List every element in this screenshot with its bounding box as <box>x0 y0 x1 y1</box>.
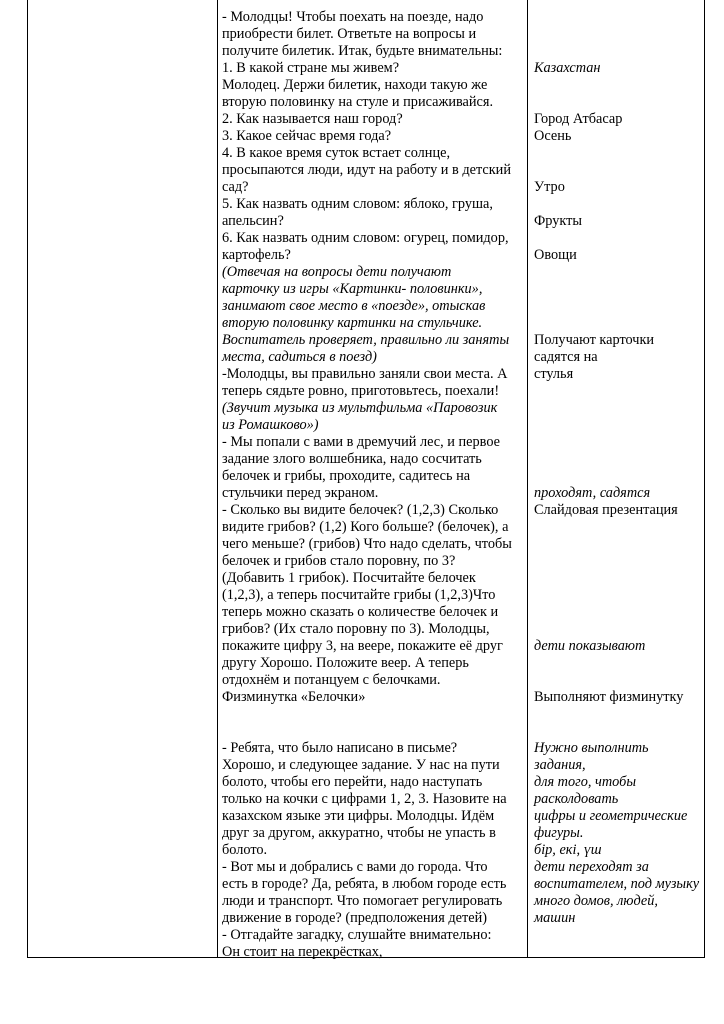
children-text-line: машин <box>534 910 576 926</box>
children-text-line: Выполняют физминутку <box>534 689 684 705</box>
children-text-line: расколдовать <box>534 791 619 807</box>
teacher-text-line: 5. Как назвать одним словом: яблоко, груша, <box>222 196 493 212</box>
teacher-text-line: люди и транспорт. Что помогает регулировать <box>222 893 503 909</box>
teacher-text-line: вторую половинку на стуле и присаживайся. <box>222 94 494 110</box>
teacher-text-line: (Отвечая на вопросы дети получают <box>222 264 452 280</box>
teacher-text-line: только на кочки с цифрами 1, 2, 3. Назовите на <box>222 791 507 807</box>
teacher-text-line: 4. В какое время суток встает солнце, <box>222 145 451 161</box>
teacher-text-line: сад? <box>222 179 249 195</box>
teacher-text-line: (Звучит музыка из мультфильма «Паровозик <box>222 400 498 416</box>
children-text-line: задания, <box>534 757 586 773</box>
teacher-text-line: белочек и грибов стало поровну, по 3? <box>222 553 456 569</box>
children-text-line: Казахстан <box>534 60 601 76</box>
teacher-text-line: из Ромашково») <box>222 417 319 433</box>
children-text-line: Овощи <box>534 247 577 263</box>
teacher-text-line: покажите цифру 3, на вeере, покажите её друг <box>222 638 503 654</box>
teacher-text-line: - Отгадайте загадку, слушайте внимательно: <box>222 927 492 943</box>
teacher-text-line: - Сколько вы видите белочек? (1,2,3) Сколько <box>222 502 499 518</box>
children-text-line: бір, екі, үш <box>534 842 602 858</box>
teacher-text-line: - Ребята, что было написано в письме? <box>222 740 458 756</box>
teacher-text-line: стульчики перед экраном. <box>222 485 379 501</box>
teacher-text-line: Он стоит на перекрёстках, <box>222 944 383 960</box>
teacher-text-line: чего меньше? (грибов) Что надо сделать, чтобы <box>222 536 512 552</box>
teacher-text-line: вторую половинку картинки на стульчике. <box>222 315 483 331</box>
teacher-text-line: места, садиться в поезд) <box>222 349 377 365</box>
teacher-text-line: друг за другом, аккуратно, чтобы не упасть в <box>222 825 496 841</box>
children-text-line: Фрукты <box>534 213 583 229</box>
teacher-text-line: болото, чтобы его перейти, надо наступать <box>222 774 483 790</box>
teacher-text-line: отдохнём и потанцуем с белочками. <box>222 672 441 688</box>
teacher-text-line: (Добавить 1 грибок). Посчитайте белочек <box>222 570 476 586</box>
children-text-line: проходят, садятся <box>534 485 651 501</box>
teacher-text-line: казахском языке эти цифры. Молодцы. Идём <box>222 808 495 824</box>
teacher-text-line: - Молодцы! Чтобы поехать на поезде, надо <box>222 9 484 25</box>
teacher-text-line: белочек и грибы, проходите, садитесь на <box>222 468 471 484</box>
children-text-line: воспитателем, под музыку <box>534 876 700 892</box>
teacher-text-line: Молодец. Держи билетик, находи такую же <box>222 77 488 93</box>
teacher-text-line: есть в городе? Да, ребята, в любом городе есть <box>222 876 507 892</box>
teacher-text-line: получите билетик. Итак, будьте внимательны: <box>222 43 503 59</box>
teacher-text-line: 6. Как назвать одним словом: огурец, помидор, <box>222 230 509 246</box>
teacher-text-line: грибов? (Их стало поровну по 3). Молодцы, <box>222 621 490 637</box>
teacher-text-line: Воспитатель проверяет, правильно ли заняты <box>222 332 510 348</box>
teacher-text-line: видите грибов? (1,2) Кого больше? (белочек), а <box>222 519 509 535</box>
children-text-line: фигуры. <box>534 825 584 841</box>
teacher-text-line: задание злого волшебника, надо сосчитать <box>222 451 482 467</box>
teacher-text-line: - Мы попали с вами в дремучий лес, и первое <box>222 434 500 450</box>
teacher-text-line: теперь сядьте ровно, приготовьтесь, поехали! <box>222 383 500 399</box>
teacher-text-line: приобрести билет. Ответьте на вопросы и <box>222 26 477 42</box>
teacher-text-line: просыпаются люди, идут на работу и в детский <box>222 162 511 178</box>
teacher-text-line: болото. <box>222 842 268 858</box>
teacher-text-line: картофель? <box>222 247 291 263</box>
teacher-text-line: карточку из игры «Картинки- половинки», <box>222 281 483 297</box>
children-text-line: цифры и геометрические <box>534 808 688 824</box>
children-text-line: много домов, людей, <box>534 893 658 909</box>
children-text-line: Нужно выполнить <box>534 740 649 756</box>
children-text-line: Получают карточки <box>534 332 655 348</box>
teacher-text-line: апельсин? <box>222 213 284 229</box>
children-text-line: Осень <box>534 128 572 144</box>
children-text-line: садятся на <box>534 349 598 365</box>
teacher-text-line: теперь можно сказать о количестве белочек и <box>222 604 499 620</box>
teacher-text-line: движение в городе? (предположения детей) <box>222 910 487 926</box>
teacher-text-line: 1. В какой стране мы живем? <box>222 60 400 76</box>
teacher-text-line: Физминутка «Белочки» <box>222 689 366 705</box>
children-text-line: Утро <box>534 179 565 195</box>
teacher-text-line: -Молодцы, вы правильно заняли свои места. А <box>222 366 508 382</box>
column-divider-left <box>217 0 218 957</box>
teacher-text-line: - Вот мы и добрались с вами до города. Что <box>222 859 488 875</box>
children-text-line: дети переходят за <box>534 859 649 875</box>
teacher-text-line: (1,2,3), а теперь посчитайте грибы (1,2,3)Что <box>222 587 496 603</box>
children-text-line: Город Атбасар <box>534 111 623 127</box>
children-text-line: дети показывают <box>534 638 646 654</box>
teacher-text-line: другу Хорошо. Положите веер. А теперь <box>222 655 469 671</box>
children-text-line: Слайдовая презентация <box>534 502 678 518</box>
column-divider-right <box>527 0 528 957</box>
children-text-line: для того, чтобы <box>534 774 637 790</box>
children-text-line: стулья <box>534 366 574 382</box>
teacher-text-line: занимают свое место в «поезде», отыскав <box>222 298 486 314</box>
teacher-text-line: 2. Как называется наш город? <box>222 111 403 127</box>
teacher-text-line: Хорошо, и следующее задание. У нас на пути <box>222 757 500 773</box>
teacher-text-line: 3. Какое сейчас время года? <box>222 128 392 144</box>
